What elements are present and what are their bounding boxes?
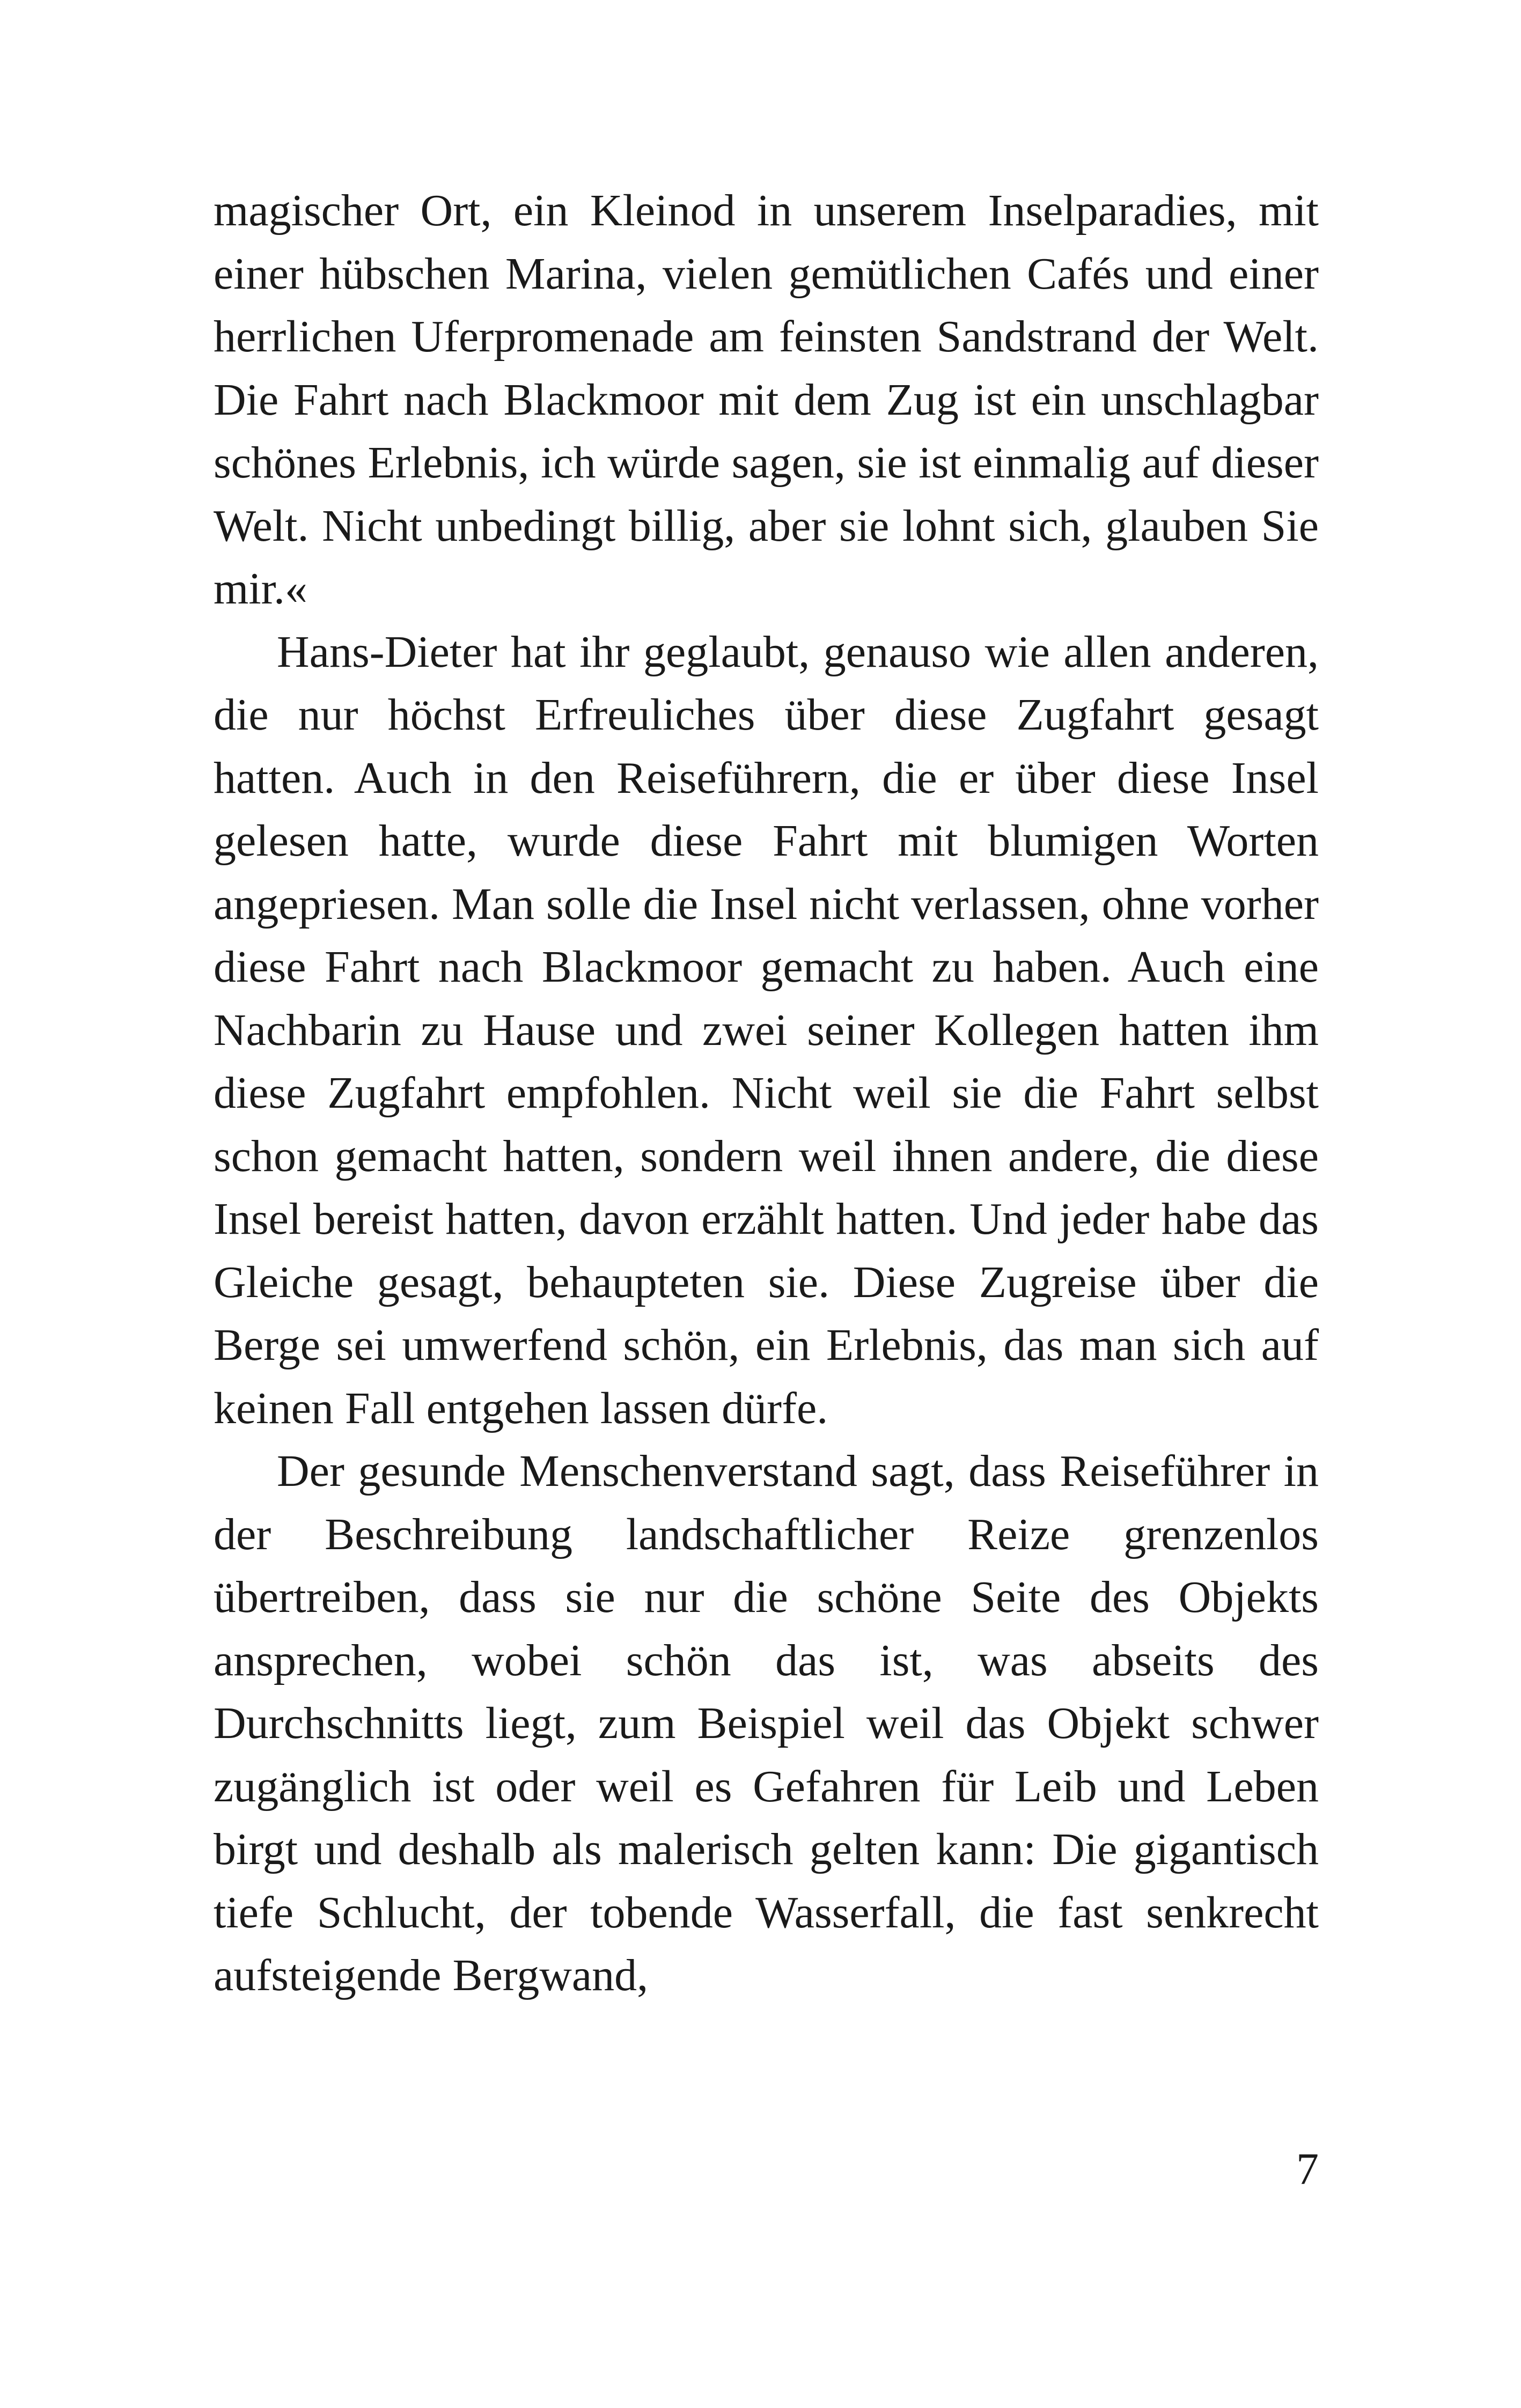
paragraph-menschenverstand: Der gesunde Menschenverstand sagt, dass Reiseführer in der Beschreibung landschaftlicher Reize grenzenlos übertreiben, dass sie nur die schöne Seite des Objekts ansprechen, wobei schön das ist, was abseits des Durchschnitts liegt, zum Beispiel weil das Objekt schwer zugänglich ist oder weil es Gefahren für Leib und Leben birgt und deshalb als malerisch gelten kann: Die gigantisch tiefe Schlucht, der tobende Wasserfall, die fast senkrecht aufsteigende Bergwand, — [214, 1446, 1319, 2000]
paragraph-hans-dieter: Hans-Dieter hat ihr geglaubt, genauso wie allen anderen, die nur höchst Erfreuliches über diese Zugfahrt gesagt hatten. Auch in den Reiseführern, die er über diese Insel gelesen hatte, wurde diese Fahrt mit blumigen Worten angepriesen. Man solle die Insel nicht verlassen, ohne vorher diese Fahrt nach Blackmoor gemacht zu haben. Auch eine Nachbarin zu Hause und zwei seiner Kollegen hatten ihm diese Zugfahrt empfohlen. Nicht weil sie die Fahrt selbst schon gemacht hatten, sondern weil ihnen andere, die diese Insel bereist hatten, davon erzählt hatten. Und jeder habe das Gleiche gesagt, behaupteten sie. Diese Zugreise über die Berge sei umwerfend schön, ein Erlebnis, das man sich auf keinen Fall entgehen lassen dürfe. — [214, 627, 1319, 1433]
page-number: 7 — [1296, 2144, 1319, 2194]
paragraph-continuation: magischer Ort, ein Kleinod in unserem Inselparadies, mit einer hübschen Marina, vielen gemütlichen Cafés und einer herrlichen Uferpromenade am feinsten Sandstrand der Welt. Die Fahrt nach Blackmoor mit dem Zug ist ein unschlagbar schönes Erlebnis, ich würde sagen, sie ist einmalig auf dieser Welt. Nicht unbedingt billig, aber sie lohnt sich, glauben Sie mir.« — [214, 186, 1319, 614]
body-text — [214, 179, 1319, 2007]
